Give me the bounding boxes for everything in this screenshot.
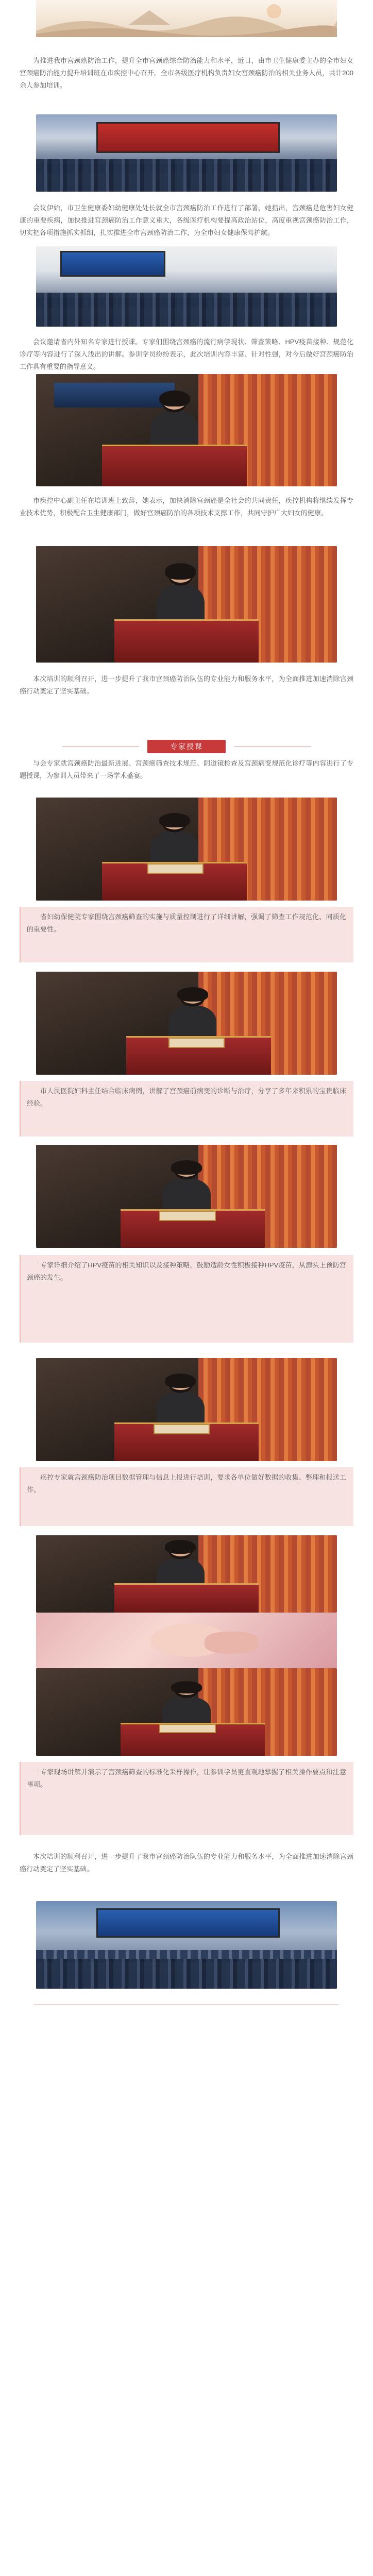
nameplate	[168, 1038, 225, 1048]
lecture-card-text: 疾控专家就宫颈癌防治项目数据管理与信息上报进行培训，要求各单位做好数据的收集、整理和报送工作。	[27, 1473, 346, 1494]
lecture-card-2	[20, 1081, 353, 1137]
lecturer-photo-3	[36, 1145, 337, 1248]
lecture-card-5	[20, 1762, 353, 1835]
nameplate	[154, 1424, 210, 1434]
lecturer-photo-2	[36, 972, 337, 1075]
nameplate	[147, 863, 204, 874]
section-intro-paragraph: 与会专家就宫颈癌防治最新进展、宫颈癌筛查技术规范、阴道镜检查及宫颈病变规范化诊疗等内容进行了专题授课，为参训人员带来了一场学术盛宴。	[20, 759, 353, 779]
lecture-card-text: 专家现场讲解并演示了宫颈癌筛查的标准化采样操作，让参训学员更直观地掌握了相关操作要点和注意事项。	[27, 1768, 346, 1788]
lecture-card-text: 省妇幼保健院专家围绕宫颈癌筛查的实施与质量控制进行了详细讲解，强调了筛查工作规范化、同质化的重要性。	[27, 913, 346, 933]
audience-photo	[36, 246, 337, 327]
conference-hall-photo	[36, 114, 337, 192]
training-paragraph: 会议邀请省内外知名专家进行授课。专家们围绕宫颈癌的流行病学现状、筛查策略、HPV疫苗接种、规范化诊疗等内容进行了深入浅出的讲解。参训学员纷纷表示，此次培训内容丰富、针对性强，对今后做好宫颈癌防治工作具有重要的指导意义。	[20, 338, 353, 370]
lecturer-photo-4	[36, 1358, 337, 1461]
group-photo	[36, 1901, 337, 1989]
lecture-card-text: 专家详细介绍了HPV疫苗的相关知识以及接种策略，鼓励适龄女性积极接种HPV疫苗，从源头上预防宫颈癌的发生。	[27, 1261, 346, 1281]
lecture-card-1	[20, 907, 353, 962]
opening-paragraph: 会议伊始，市卫生健康委妇幼健康处处长就全市宫颈癌防治工作进行了部署，她指出，宫颈癌是危害妇女健康的重要疾病，加快推进宫颈癌防治工作意义重大，各级医疗机构要提高政治站位，高度重视宫颈癌防治工作，切实把各项措施抓实抓细，扎实推进全市宫颈癌防治工作，为全市妇女健康保驾护航。	[20, 204, 353, 236]
intro-paragraph: 为推进我市宫颈癌防治工作，提升全市宫颈癌综合防治能力和水平，近日，由市卫生健康委主办的全市妇女宫颈癌防治能力提升培训班在市疾控中心召开。全市各级医疗机构负责妇女宫颈癌防治的相关业务人员，共计200余人参加培训。	[20, 57, 353, 89]
speaker-photo-2	[36, 546, 337, 663]
nameplate	[159, 1724, 215, 1733]
lecture-card-text: 市人民医院妇科主任结合临床病例，讲解了宫颈癌前病变的诊断与治疗，分享了多年来积累的宝贵临床经验。	[27, 1087, 346, 1107]
lecturer-photo-1	[36, 798, 337, 901]
nameplate	[159, 1211, 215, 1221]
lecture-card-4	[20, 1467, 353, 1526]
speech-paragraph: 市疾控中心副主任在培训班上致辞，她表示，加快消除宫颈癌是全社会的共同责任，疾控机构将继续发挥专业技术优势，积极配合卫生健康部门，做好宫颈癌防治的各项技术支撑工作，共同守护广大妇女的健康。	[20, 497, 353, 517]
demonstration-photo	[36, 1613, 337, 1668]
speaker-photo-1	[36, 374, 337, 486]
footer-divider	[34, 2004, 339, 2005]
lecturer-photo-6	[36, 1668, 337, 1756]
lecture-card-3	[20, 1255, 353, 1343]
header-banner	[36, 0, 337, 37]
summary-paragraph: 本次培训的顺利召开，进一步提升了我市宫颈癌防治队伍的专业能力和服务水平，为全面推进加速消除宫颈癌行动奠定了坚实基础。	[20, 675, 353, 695]
lecturer-photo-5	[36, 1535, 337, 1613]
closing-paragraph: 本次培训的顺利召开，进一步提升了我市宫颈癌防治队伍的专业能力和服务水平，为全面推进加速消除宫颈癌行动奠定了坚实基础。	[20, 1853, 353, 1873]
mountain-landscape-icon	[36, 0, 337, 37]
section-title-expert-lectures: 专家授课	[147, 740, 226, 753]
